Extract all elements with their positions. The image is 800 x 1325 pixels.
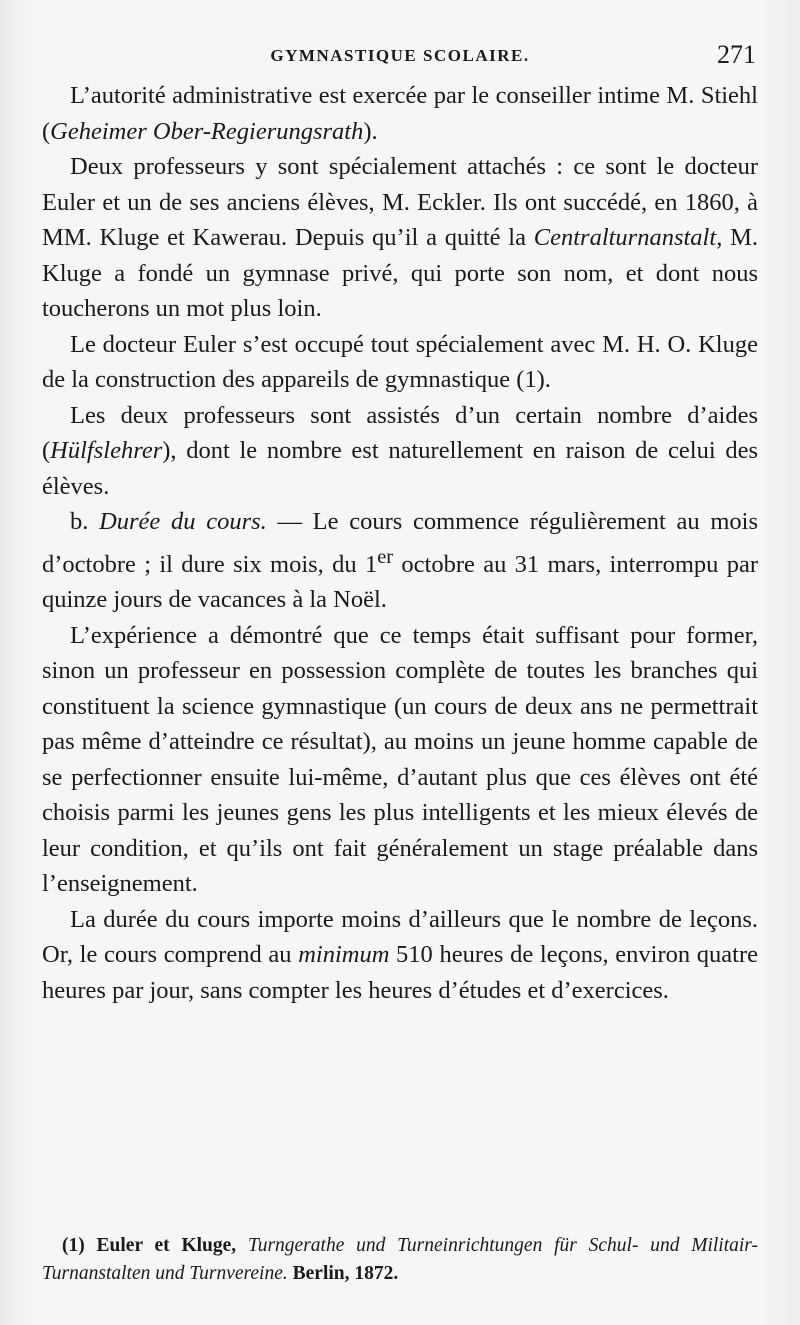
paragraph-lessons: La durée du cours importe moins d’ailleurs que le nombre de leçons. Or, le cours comprend au minimum 510 heures de leçons, environ quatre heures par jour, sans compter les heures d’études et d’exercices.	[42, 905, 758, 1004]
book-title: Turngerathe und Turneinrichtungen für Schul- und Militair-Turnanstalten und Turnvereine.	[42, 1235, 759, 1284]
paragraph-euler: Le docteur Euler s’est occupé tout spécialement avec M. H. O. Kluge de la construction des appareils de gymnastique (1).	[42, 330, 758, 393]
running-title: GYMNASTIQUE SCOLAIRE.	[270, 46, 530, 65]
superscript: er	[377, 545, 394, 568]
emphasis: minimum	[298, 941, 390, 969]
page-header	[42, 40, 758, 76]
paragraph-assistants: Les deux professeurs sont assistés d’un certain nombre d’aides (Hülfslehrer), dont le nombre est naturellement en raison de celui des élèves.	[42, 401, 758, 500]
paragraph-duration: b. Durée du cours. — Le cours commence régulièrement au mois d’octobre ; il dure six mois, du 1er octobre au 31 mars, interrompu par quinze jours de vacances à la Noël.	[42, 508, 759, 614]
german-term: Hülfslehrer	[50, 437, 163, 464]
body-text	[42, 78, 758, 1008]
paragraph-authority: L’autorité administrative est exercée par le conseiller intime M. Stiehl (Geheimer Ober-Regierungsrath).	[42, 82, 758, 145]
paragraph-professors: Deux professeurs y sont spécialement attachés : ce sont le docteur Euler et un de ses anciens élèves, M. Eckler. Ils ont succédé, en 1860, à MM. Kluge et Kawerau. Depuis qu’il a quitté la Centralturnanstalt, M. Kluge a fondé un gymnase privé, qui porte son nom, et dont nous toucherons un mot plus loin.	[42, 153, 758, 322]
german-term: Geheimer Ober-Regierungsrath	[50, 117, 364, 145]
section-heading: Durée du cours.	[99, 508, 267, 535]
footnote: (1) Euler et Kluge, Turngerathe und Turneinrichtungen für Schul- und Militair-Turnanstalten und Turnvereine. Berlin, 1872.	[42, 1235, 759, 1284]
paragraph-experience: L’expérience a démontré que ce temps était suffisant pour former, sinon un professeur en possession complète de toutes les branches qui constituent la science gymnastique (un cours de deux ans ne permettrait pas même d’atteindre ce résultat), au moins un jeune homme capable de se perfectionner ensuite lui-même, d’autant plus que ces élèves ont été choisis parmi les jeunes gens les plus intelligents et les mieux élevés de leur condition, et qu’ils ont fait généralement un stage préalable dans l’enseignement.	[42, 621, 758, 898]
german-term: Centralturnanstalt	[533, 224, 717, 251]
page-number: 271	[717, 40, 756, 69]
footnote-label: (1)	[62, 1235, 85, 1256]
